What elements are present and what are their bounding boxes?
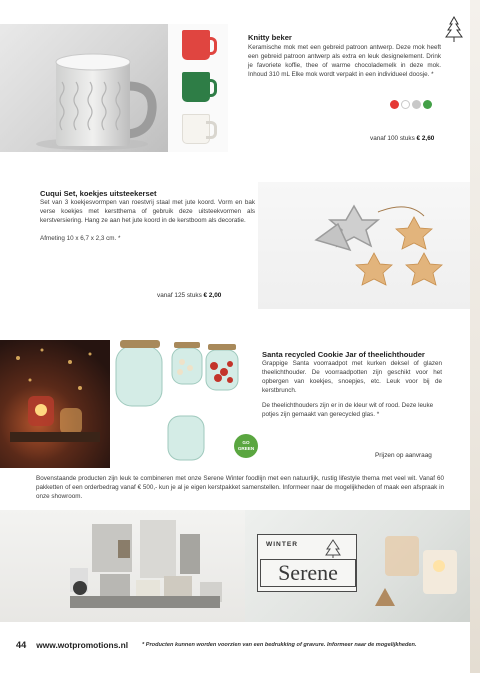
knitty-description: Keramische mok met een gebreid patroon antwerp. Deze mok heeft een gebreid patroon antwerp als extra en leuk designelement. Drink je favoriete koffie, thee of warme chocolademelk in deze mok. Inhoud 310 mL Elke mok wordt verpakt in een individueel doosje. * (248, 44, 441, 79)
knitty-mug-photo (0, 24, 168, 152)
santa-description: Grappige Santa voorraadpot met kurken deksel of glazen theelichthouder. De voorraadpotten zijn geschikt voor het opbergen van koekjes, snoepjes, etc. Leuk voor bij de kerstbrunch. (262, 360, 442, 395)
serene-winter-logo (257, 534, 357, 592)
cuqui-description: Set van 3 koekjesvormpen van roestvrij staal met jute koord. Vorm en bak verse koekjes met kerstthema of gebruik deze uitsteekvormen als kerstversiering. Hang ze aan het jute koord in de kerstboom als decoratie. (40, 199, 255, 225)
serene-intro-text: Bovenstaande producten zijn leuk te combineren met onze Serene Winter foodlijn met een natuurlijk, rustig lifestyle thema met veel wit. Vanaf 60 pakketten of een orderbedrag vanaf € 500,- kun je al je eigen kerstpakket samenstellen. Informeer naar de mogelijkheden of maak een afspraak in onze showroom. (36, 475, 444, 501)
white-mug-image (182, 114, 210, 144)
knitty-mug-variants (168, 24, 228, 152)
go-green-badge-line1: GO (242, 440, 250, 446)
green-mug-image (182, 72, 210, 102)
cuqui-price-prefix: vanaf 125 stuks (157, 292, 202, 299)
christmas-tree-icon (444, 16, 464, 44)
cuqui-price-value: € 2,00 (203, 292, 222, 299)
serene-winter-photo (245, 510, 470, 622)
serene-tree-icon (324, 539, 342, 559)
santa-lights-photo (0, 340, 110, 468)
color-options (390, 96, 434, 106)
color-swatch-green (423, 100, 432, 109)
website-link[interactable]: www.wotpromotions.nl (36, 640, 129, 650)
santa-price-note: Prijzen op aanvraag (375, 452, 432, 459)
color-swatch-white (401, 100, 410, 109)
decorative-side-strip (470, 0, 480, 673)
go-green-badge (234, 434, 258, 458)
knitty-title: Knitty beker (248, 33, 292, 42)
cuqui-price (157, 292, 221, 299)
knitty-price-prefix: vanaf 100 stuks (370, 135, 415, 142)
cuqui-dimensions: Afmeting 10 x 6,7 x 2,3 cm. * (40, 235, 121, 242)
santa-title: Santa recycled Cookie Jar of theelichthouder (262, 350, 425, 359)
page-number: 44 (16, 640, 27, 650)
color-swatch-red (390, 100, 399, 109)
color-swatch-grey (412, 100, 421, 109)
serene-logo-small-text: WINTER (266, 541, 299, 548)
serene-logo-big-text: Serene (260, 559, 356, 587)
go-green-badge-line2: GREEN (237, 446, 255, 451)
cuqui-cookie-cutters-photo (258, 182, 470, 309)
serene-products-photo (0, 510, 245, 622)
santa-description-colors: De theelichthouders zijn er in de kleur wit of rood. Deze leuke potjes zijn gemaakt van gerecycled glas. * (262, 402, 434, 419)
cuqui-title: Cuqui Set, koekjes uitsteekerset (40, 189, 157, 198)
footer-note: * Producten kunnen worden voorzien van een bedrukking of gravure. Informeer naar de mogelijkheden. (142, 642, 417, 648)
page-footer (16, 638, 466, 652)
knitty-price (370, 135, 434, 142)
red-mug-image (182, 30, 210, 60)
knitty-price-value: € 2,60 (416, 135, 435, 142)
